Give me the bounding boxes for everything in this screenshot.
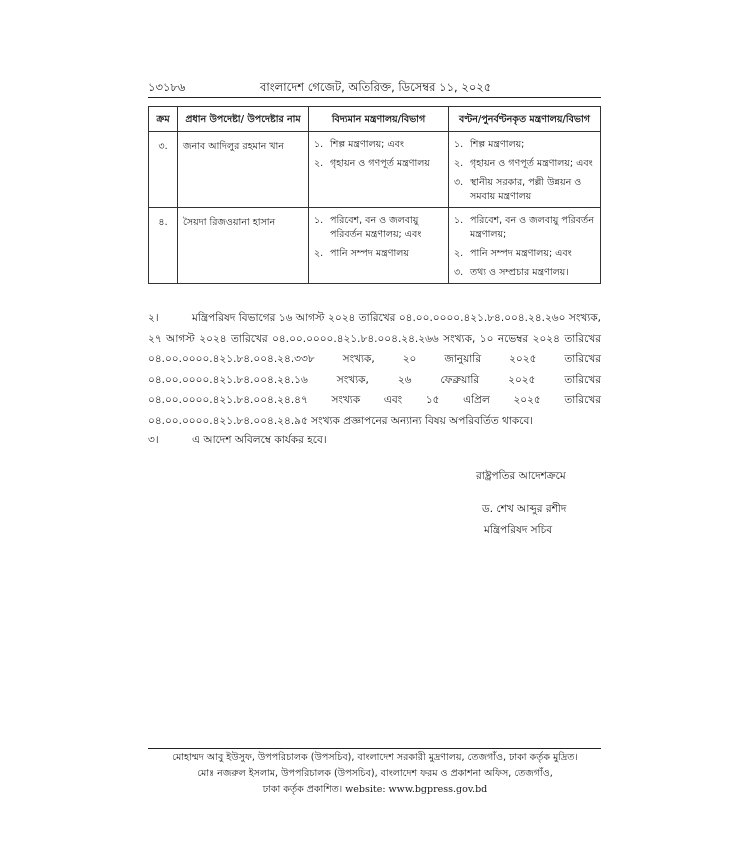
table-header-row <box>149 107 601 132</box>
paragraph-text: এ আদেশ অবিলম্বে কার্যকর হবে। <box>192 434 327 446</box>
list-item: ১. পরিবেশ, বন ও জলবায়ু পরিবর্তন মন্ত্রণালয়; <box>454 215 594 240</box>
page-number: ১৩১৮৬ <box>148 80 186 94</box>
paragraph-text: মন্ত্রিপরিষদ বিভাগের ১৬ আগস্ট ২০২৪ তারিখের ০৪.০০.০০০০.৪২১.৮৪.০০৪.২৪.২৬০ সংখ্যক, ২৭ আগস্ট ২০২৪ তারিখের ০৪.০০.০০০০.৪২১.৮৪.০০৪.২৪.২৬৬ সংখ্যক, ১০ নভেম্বর ২০২৪ তারিখের ০৪.০০.০০০০.৪২১.৮৪.০০৪.২৪.৩৩৮ সংখ্যক, ২০ জানুয়ারি ২০২৫ তারিখের ০৪.০০.০০০০.৪২১.৮৪.০০৪.২৪.১৬ সংখ্যক, ২৬ ফেব্রুয়ারি ২০২৫ তারিখের ০৪.০০.০০০০.৪২১.৮৪.০০৪.২৪.৪৭ সংখ্যক এবং ১৫ এপ্রিল ২০২৫ তারিখের ০৪.০০.০০০০.৪২১.৮৪.০০৪.২৪.৯৫ সংখ্যক প্রজ্ঞাপনের অন্যান্য বিষয় অপরিবর্তিত থাকবে। <box>148 312 601 427</box>
list-item: ২. পানি সম্পদ মন্ত্রণালয়; এবং <box>454 248 572 259</box>
list-item: ৩. তথ্য ও সম্প্রচার মন্ত্রণালয়। <box>454 267 569 278</box>
list-item: ১. শিল্প মন্ত্রণালয়; <box>454 139 525 150</box>
row-serial: ৪. <box>149 208 178 284</box>
list-item: ১. পরিবেশ, বন ও জলবায়ু পরিবর্তন মন্ত্রণালয়; এবং <box>314 215 422 240</box>
header-advisor: প্রধান উপদেষ্টা/ উপদেষ্টার নাম <box>178 107 309 132</box>
table-row <box>149 208 601 284</box>
list-item: ১. শিল্প মন্ত্রণালয়; এবং <box>314 139 405 150</box>
allocated-ministries <box>449 132 601 208</box>
paragraph-2 <box>148 308 601 431</box>
ministry-allocation-table <box>148 106 601 284</box>
row-serial: ৩. <box>149 132 178 208</box>
order-line: রাষ্ট্রপতির আদেশক্রমে <box>476 470 566 482</box>
paragraph-number: ৩। <box>148 434 159 446</box>
existing-ministries <box>309 132 449 208</box>
header-serial: ক্রম <box>149 107 178 132</box>
footer-printer-line: মোহাম্মদ আবু ইউসুফ, উপপরিচালক (উপসচিব), বাংলাদেশ সরকারী মুদ্রণালয়, তেজগাঁও, ঢাকা কর্তৃক মুদ্রিত। <box>172 752 578 763</box>
allocated-ministries <box>449 208 601 284</box>
signer-title: মন্ত্রিপরিষদ সচিব <box>484 524 553 536</box>
paragraph-number: ২। <box>148 312 159 324</box>
gazette-title: বাংলাদেশ গেজেট, অতিরিক্ত, ডিসেম্বর ১১, ২০২৫ <box>260 80 492 94</box>
header-divider <box>148 97 601 98</box>
footer-publisher-line: মোঃ নজরুল ইসলাম, উপপরিচালক (উপসচিব), বাংলাদেশ ফরম ও প্রকাশনা অফিস, তেজগাঁও, <box>197 768 553 779</box>
list-item: ৩. স্থানীয় সরকার, পল্লী উন্নয়ন ও সমবায় মন্ত্রণালয় <box>454 177 582 202</box>
header-existing-ministry: বিদ্যমান মন্ত্রণালয়/বিভাগ <box>309 107 449 132</box>
advisor-name: সৈয়দা রিজওয়ানা হাসান <box>178 208 309 284</box>
list-item: ২. গৃহায়ন ও গণপূর্ত মন্ত্রণালয়; এবং <box>454 158 593 169</box>
footer-published-line: ঢাকা কর্তৃক প্রকাশিত। website: www.bgpress.gov.bd <box>262 784 488 795</box>
list-item: ২. গৃহায়ন ও গণপূর্ত মন্ত্রণালয় <box>314 158 430 169</box>
advisor-name: জনাব আদিলুর রহমান খান <box>178 132 309 208</box>
header-allocated-ministry: বণ্টন/পুনর্বণ্টনকৃত মন্ত্রণালয়/বিভাগ <box>449 107 601 132</box>
existing-ministries <box>309 208 449 284</box>
signer-name: ড. শেখ আব্দুর রশীদ <box>482 503 567 515</box>
list-item: ২. পানি সম্পদ মন্ত্রণালয় <box>314 248 409 259</box>
publication-footer <box>140 750 610 798</box>
paragraph-3 <box>148 430 601 451</box>
footer-divider <box>148 748 601 749</box>
table-row <box>149 132 601 208</box>
page-header <box>148 79 600 96</box>
website-text: website: www.bgpress.gov.bd <box>345 784 488 795</box>
